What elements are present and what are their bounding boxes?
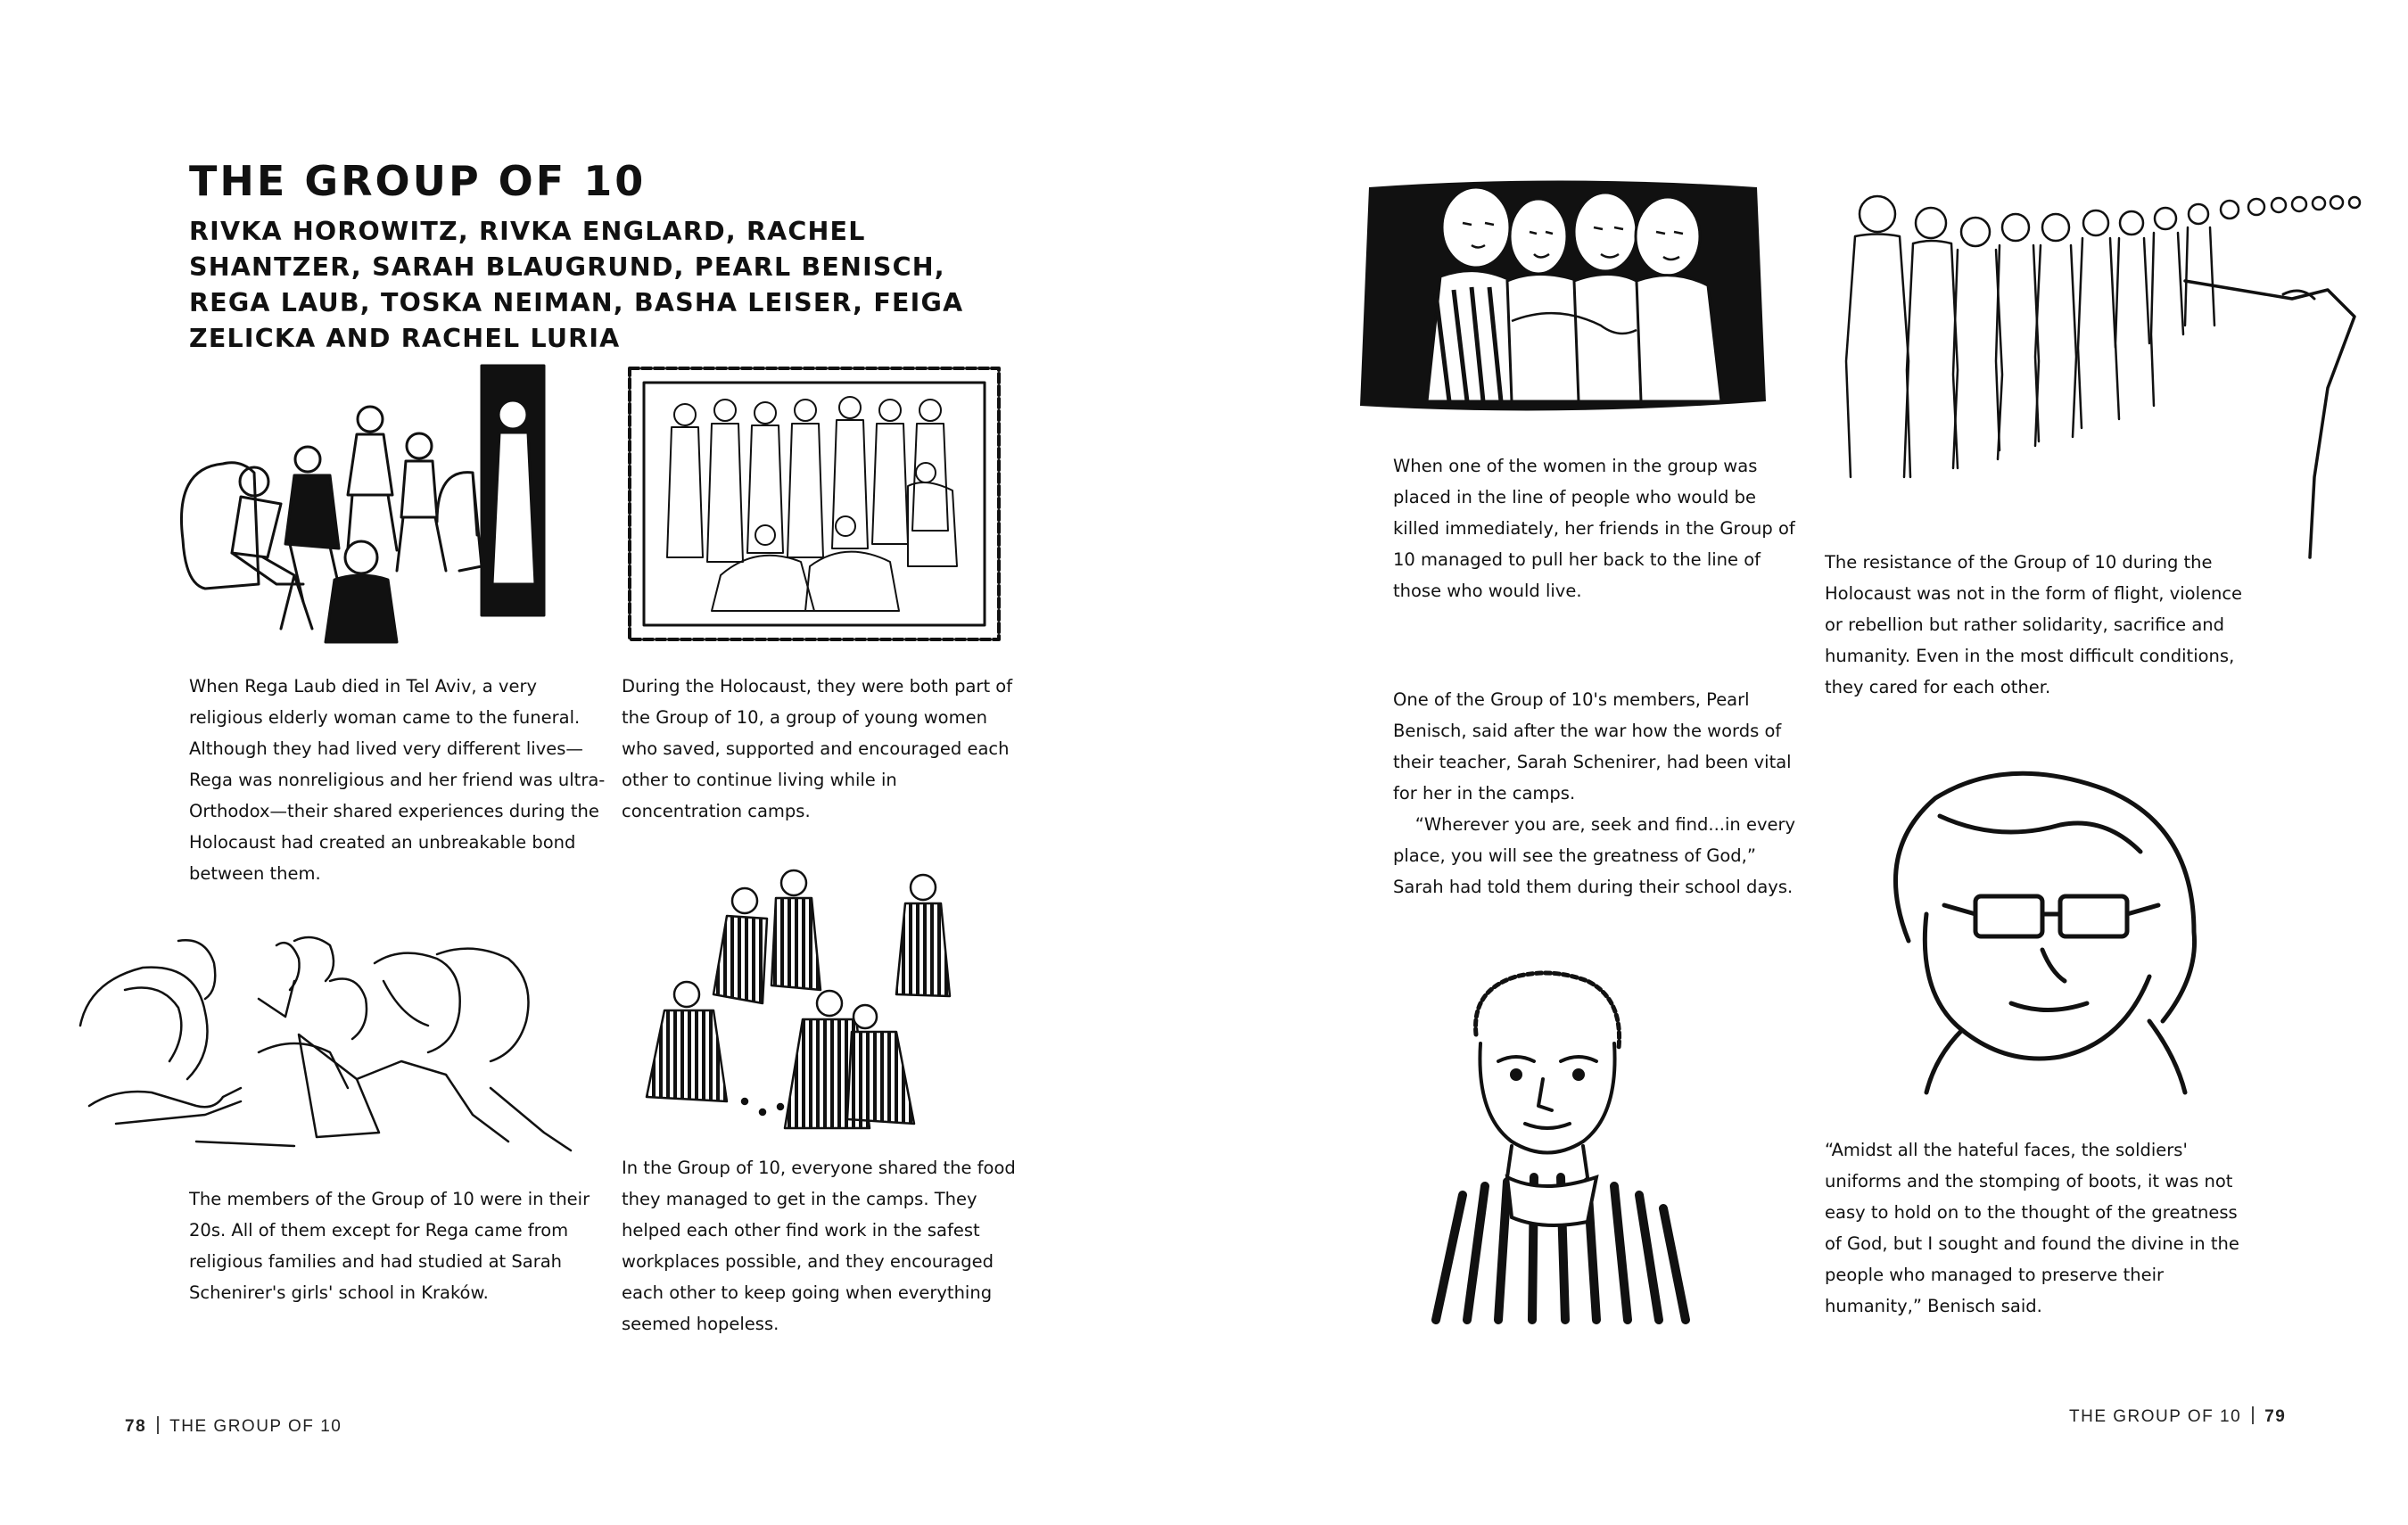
funeral-scene-illustration bbox=[169, 361, 562, 647]
paragraph-resistance: The resistance of the Group of 10 during the Holocaust was not in the form of flight, violence or rebellion but rather solidarity, sacrifice and humanity. Even in the most difficult conditions, they cared for each other. bbox=[1825, 552, 2243, 697]
paragraph-benisch-quote: “Amidst all the hateful faces, the soldiers' uniforms and the stomping of boots, it was not easy to hold on to the thought of the greatness of God, but I sought and found the divine in the people who managed to preserve their humanity,” Benisch said. bbox=[1825, 1140, 2239, 1316]
prisoner-portrait-illustration bbox=[1409, 963, 1748, 1329]
prisoners-kneeling-illustration bbox=[638, 861, 1012, 1146]
elderly-woman-portrait-illustration bbox=[1855, 762, 2247, 1092]
left-footer bbox=[125, 1416, 342, 1437]
left-page-number: 78 bbox=[125, 1417, 147, 1436]
page-title: THE GROUP OF 10 bbox=[189, 157, 647, 205]
right-page-number: 79 bbox=[2264, 1407, 2287, 1426]
paragraph-funeral: When Rega Laub died in Tel Aviv, a very religious elderly woman came to the funeral. Although they had lived very different lives—Rega was nonreligious and her friend was ultra-Orthodox—their shared experiences during the Holocaust had created an unbreakable bond between them. bbox=[189, 676, 606, 884]
paragraph-pulled-back: When one of the women in the group was placed in the line of people who would be killed immediately, her friends in the Group of 10 managed to pull her back to the line of those who would live. bbox=[1393, 456, 1795, 601]
paragraph-shared-food: In the Group of 10, everyone shared the food they managed to get in the camps. They helped each other find work in the safest workplaces possible, and they encouraged each other to keep going when everything seemed hopeless. bbox=[622, 1158, 1016, 1334]
right-running-title: THE GROUP OF 10 bbox=[2069, 1407, 2242, 1426]
paragraph-pearl-benisch-text: One of the Group of 10's members, Pearl Benisch, said after the war how the words of their teacher, Sarah Schenirer, had been vital for her in the camps. bbox=[1393, 689, 1792, 804]
paragraph-members-20s: The members of the Group of 10 were in their 20s. All of them except for Rega came from religious families and had studied at Sarah Schenirer's girls' school in Kraków. bbox=[189, 1189, 590, 1303]
paragraph-pearl-benisch bbox=[1393, 684, 1799, 903]
women-reading-illustration bbox=[62, 927, 580, 1159]
paragraph-holocaust-group: During the Holocaust, they were both part of the Group of 10, a group of young women who saved, supported and encouraged each other to continue living while in concentration camps. bbox=[622, 676, 1013, 821]
left-running-title: THE GROUP OF 10 bbox=[169, 1417, 342, 1436]
member-names-subtitle: RIVKA HOROWITZ, RIVKA ENGLARD, RACHEL SHANTZER, SARAH BLAUGRUND, PEARL BENISCH, REGA LAUB, TOSKA NEIMAN, BASHA LEISER, FEIGA ZELICKA AND RACHEL LURIA bbox=[189, 217, 964, 353]
footer-separator bbox=[157, 1416, 159, 1434]
right-footer bbox=[2069, 1406, 2286, 1427]
footer-separator bbox=[2252, 1406, 2254, 1424]
paragraph-schenirer-quote: “Wherever you are, seek and find...in every place, you will see the greatness of God,” Sarah had told them during their school days. bbox=[1393, 814, 1796, 897]
framed-group-photo-illustration bbox=[623, 361, 1006, 647]
women-embracing-illustration bbox=[1351, 178, 1770, 419]
line-of-prisoners-illustration bbox=[1828, 183, 2381, 566]
